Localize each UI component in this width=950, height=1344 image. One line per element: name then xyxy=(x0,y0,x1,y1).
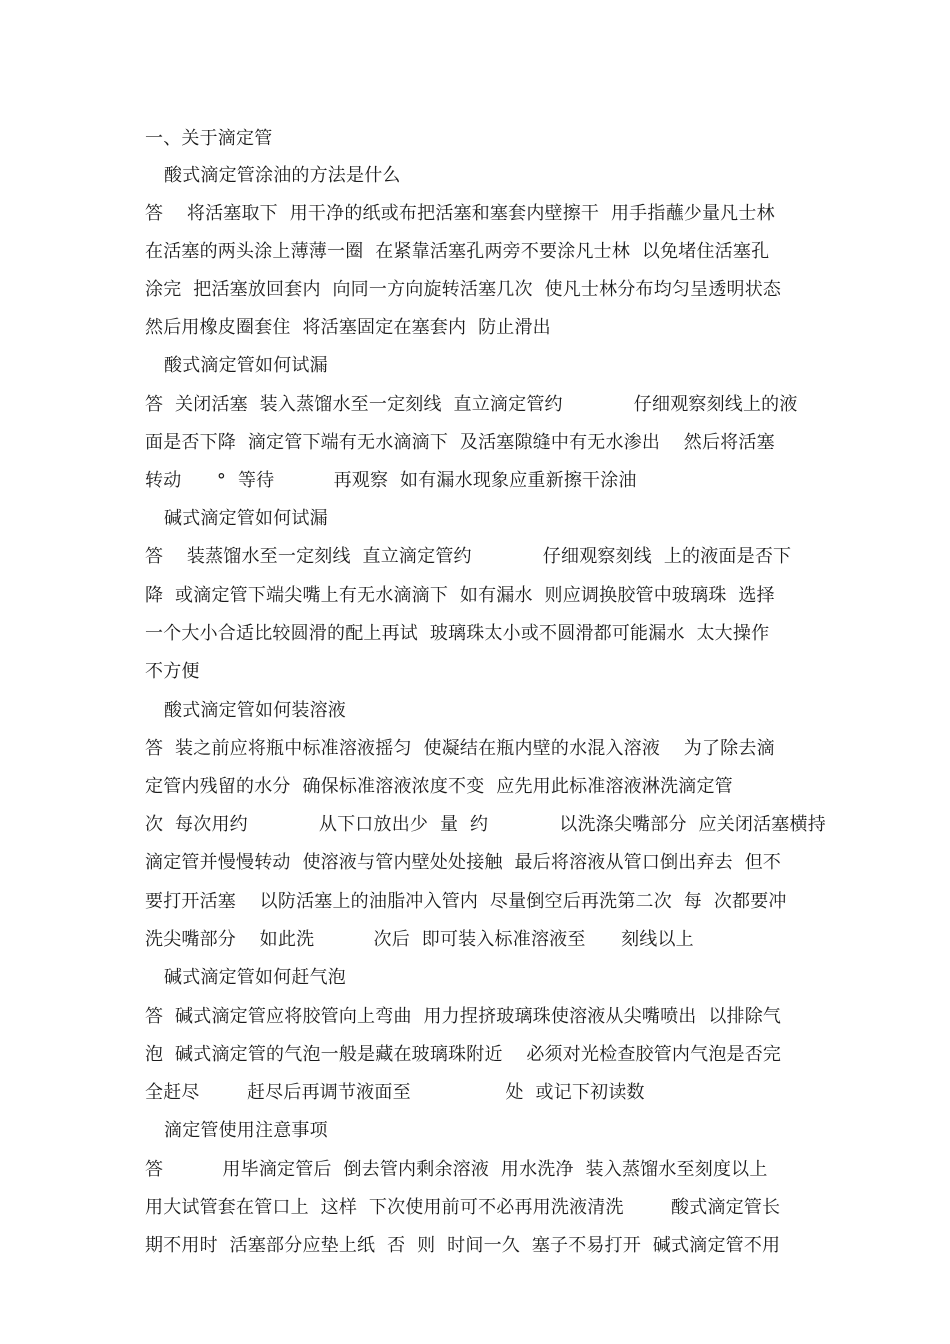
text-line: 定管内残留的水分 确保标准溶液浓度不变 应先用此标准溶液淋洗滴定管 xyxy=(145,776,733,797)
question-heading: 碱式滴定管如何赶气泡 xyxy=(164,967,346,988)
text-line: 不方便 xyxy=(145,661,200,682)
text-line: 答 装之前应将瓶中标准溶液摇匀 使凝结在瓶内壁的水混入溶液 为了除去滴 xyxy=(145,738,775,759)
question-heading: 酸式滴定管涂油的方法是什么 xyxy=(164,165,401,186)
text-line: 答 碱式滴定管应将胶管向上弯曲 用力捏挤玻璃珠使溶液从尖嘴喷出 以排除气 xyxy=(145,1006,782,1027)
text-line: 用大试管套在管口上 这样 下次使用前可不必再用洗液清洗 酸式滴定管长 xyxy=(145,1197,781,1218)
text-line: 要打开活塞 以防活塞上的油脂冲入管内 尽量倒空后再洗第二次 每 次都要冲 xyxy=(145,891,787,912)
text-line: 答 用毕滴定管后 倒去管内剩余溶液 用水洗净 装入蒸馏水至刻度以上 xyxy=(145,1159,768,1180)
text-line: 面是否下降 滴定管下端有无水滴滴下 及活塞隙缝中有无水渗出 然后将活塞 xyxy=(145,432,775,453)
text-line: 一个大小合适比较圆滑的配上再试 玻璃珠太小或不圆滑都可能漏水 太大操作 xyxy=(145,623,770,644)
text-line: 次 每次用约 从下口放出少 量 约 以洗涤尖嘴部分 应关闭活塞横持 xyxy=(145,814,826,835)
text-line: 泡 碱式滴定管的气泡一般是藏在玻璃珠附近 必须对光检查胶管内气泡是否完 xyxy=(145,1044,782,1065)
question-heading: 碱式滴定管如何试漏 xyxy=(164,508,328,529)
text-line: 答 装蒸馏水至一定刻线 直立滴定管约 仔细观察刻线 上的液面是否下 xyxy=(145,546,792,567)
question-heading: 滴定管使用注意事项 xyxy=(164,1120,328,1141)
text-line: 在活塞的两头涂上薄薄一圈 在紧靠活塞孔两旁不要涂凡士林 以免堵住活塞孔 xyxy=(145,241,770,262)
text-line: 转动 ° 等待 再观察 如有漏水现象应重新擦干涂油 xyxy=(145,470,637,491)
text-line: 然后用橡皮圈套住 将活塞固定在塞套内 防止滑出 xyxy=(145,317,551,338)
text-line: 期不用时 活塞部分应垫上纸 否 则 时间一久 塞子不易打开 碱式滴定管不用 xyxy=(145,1235,781,1256)
text-line: 涂完 把活塞放回套内 向同一方向旋转活塞几次 使凡士林分布均匀呈透明状态 xyxy=(145,279,782,300)
text-line: 滴定管并慢慢转动 使溶液与管内壁处处接触 最后将溶液从管口倒出弃去 但不 xyxy=(145,852,782,873)
text-line: 全赶尽 赶尽后再调节液面至 处 或记下初读数 xyxy=(145,1082,645,1103)
section-heading: 一、关于滴定管 xyxy=(145,128,273,149)
text-line: 洗尖嘴部分 如此洗 次后 即可装入标准溶液至 刻线以上 xyxy=(145,929,694,950)
text-line: 答 将活塞取下 用干净的纸或布把活塞和塞套内壁擦干 用手指蘸少量凡士林 xyxy=(145,203,775,224)
question-heading: 酸式滴定管如何试漏 xyxy=(164,355,328,376)
text-line: 答 关闭活塞 装入蒸馏水至一定刻线 直立滴定管约 仔细观察刻线上的液 xyxy=(145,394,798,415)
question-heading: 酸式滴定管如何装溶液 xyxy=(164,700,346,721)
text-line: 降 或滴定管下端尖嘴上有无水滴滴下 如有漏水 则应调换胶管中玻璃珠 选择 xyxy=(145,585,775,606)
